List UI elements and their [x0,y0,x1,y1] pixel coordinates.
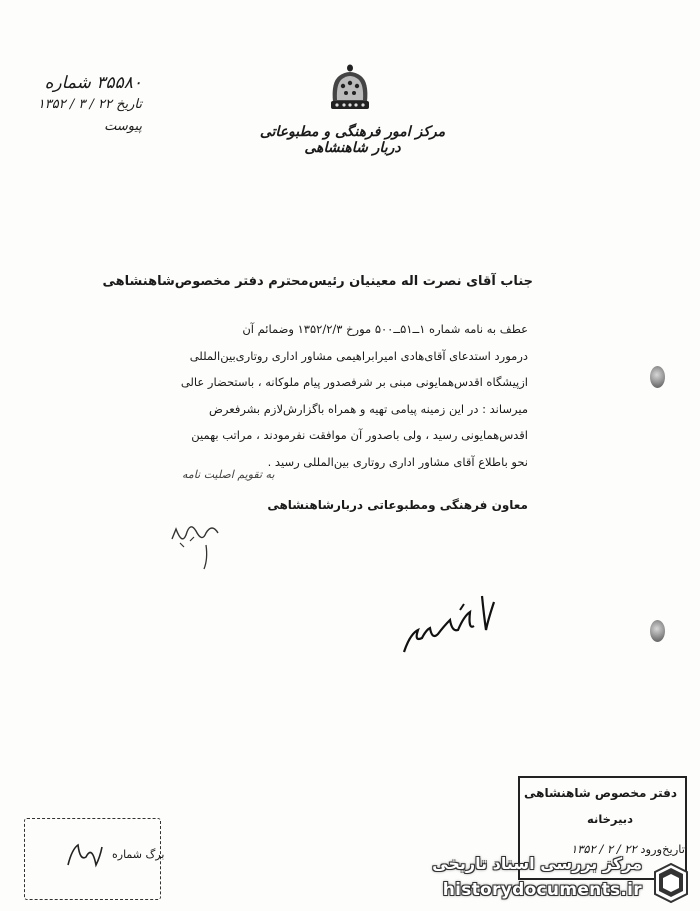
handwritten-signature [400,590,505,660]
handwritten-note: به تقویم اصلیت نامه [182,468,275,481]
punch-hole [650,366,665,388]
watermark [412,852,697,908]
letter-body [168,316,528,475]
reference-attachment: پیوست [104,119,142,134]
office-stamp-line1: دفتر مخصوص شاهنشاهی [523,786,677,800]
office-stamp-date: ۲۲ / ۲ / ۱۳۵۲ [571,842,637,856]
body-line: نحو باطلاع آقای مشاور اداری روتاری بین‌المللی رسید . [267,454,528,469]
body-line: اقدس‌همایونی رسید ، ولی باصدور آن موافقت نفرمودند ، مراتب بهمین [191,428,528,442]
office-stamp-line2: دبیرخانه [587,812,633,826]
body-line: عطف به نامه شماره ۱ــ۵۱ــ۵۰۰ مورخ ۱۳۵۲/۲/۳ وضمائم آن [242,322,528,336]
archive-logo-icon [647,858,693,904]
watermark-title: مرکز بررسی اسناد تاریخی [432,854,642,873]
reference-number: ۳۵۵۸۰ شماره [44,73,142,93]
stamp-scrawl [62,835,107,875]
body-line: میرساند : در این زمینه پیامی تهیه و همراه باگزارش‌لازم بشرفعرض [209,401,528,416]
receipt-stamp-label: برگ شماره [112,848,165,861]
office-stamp-date-prefix: تاریخ‌ورود [640,842,685,856]
body-line: ازپیشگاه اقدس‌همایونی مبنی بر شرفصدور پیام ملوکانه ، باستحضار عالی [180,375,528,389]
reference-date: تاریخ ۲۲ / ۳ / ۱۳۵۲ [37,97,142,112]
salutation: جناب آقای نصرت اله معینیان رئیس‌محترم دفتر مخصوص‌شاهنشاهی [102,274,533,289]
reference-block [22,72,142,138]
punch-hole [650,620,665,642]
sender-title: معاون فرهنگی ومطبوعاتی دربارشاهنشاهی [267,498,528,512]
body-line: درمورد استدعای آقای‌هادی امیرابراهیمی مشاور اداری روتاری‌بین‌المللی [189,348,528,363]
organization-title: مرکز امور فرهنگی و مطبوعاتی دربار شاهنشاهی [259,124,446,156]
watermark-url: historydocuments.ir [442,880,642,900]
signature-mark [160,515,230,575]
crown-emblem [325,62,375,114]
